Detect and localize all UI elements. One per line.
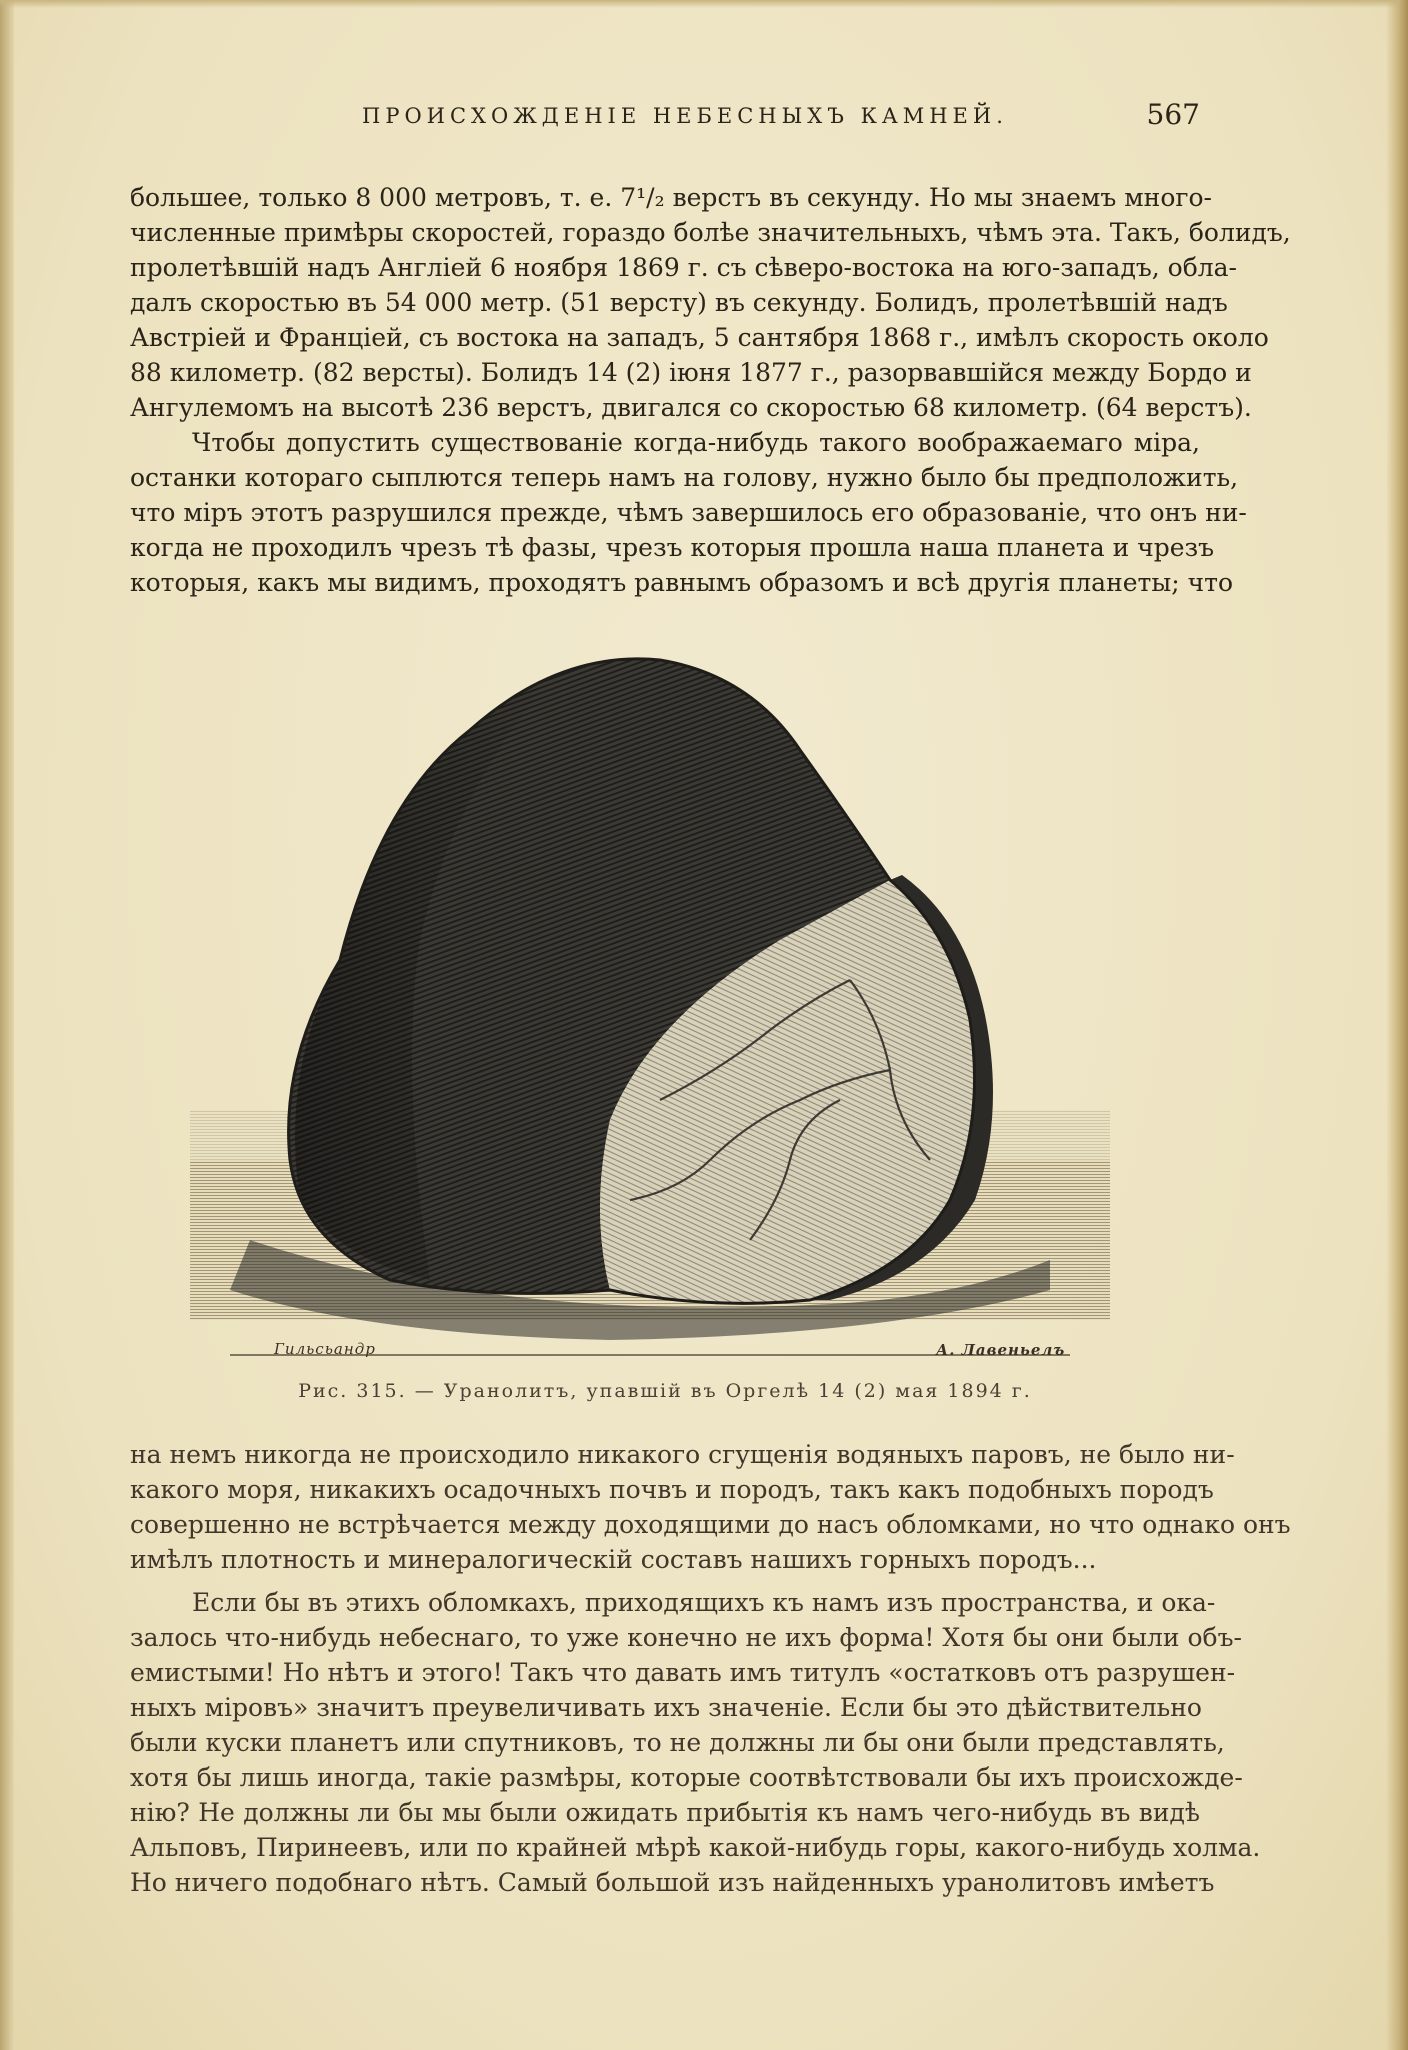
running-header	[130, 98, 1200, 138]
engraver-signature-left: Гильсьандр	[274, 1340, 376, 1358]
text-line: что міръ этотъ разрушился прежде, чѣмъ завершилось его образованіе, что онъ ни-	[130, 498, 1247, 527]
text-line: Но ничего подобнаго нѣтъ. Самый большой изъ найденныхъ уранолитовъ имѣетъ	[130, 1868, 1215, 1897]
text-line: Альповъ, Пиринеевъ, или по крайней мѣрѣ какой-нибудь горы, какого-нибудь холма.	[130, 1833, 1261, 1862]
page-spine-shadow	[0, 0, 14, 2050]
text-line: ныхъ міровъ» значитъ преувеличивать ихъ значеніе. Если бы это дѣйствительно	[130, 1693, 1202, 1722]
text-line: Чтобы допустить существованіе когда-нибудь такого воображаемаго міра,	[192, 428, 1200, 457]
text-line: пролетѣвшій надъ Англіей 6 ноября 1869 г. съ сѣверо-востока на юго-западъ, обла-	[130, 253, 1237, 282]
lower-text-block	[130, 1437, 1291, 1900]
page-right-edge	[1386, 0, 1408, 2050]
text-line: нію? Не должны ли бы мы были ожидать прибытія къ намъ чего-нибудь въ видѣ	[130, 1798, 1200, 1827]
text-line: на немъ никогда не происходило никакого сгущенія водяныхъ паровъ, не было ни-	[130, 1440, 1235, 1469]
text-line: были куски планетъ или спутниковъ, то не должны ли бы они были представлять,	[130, 1728, 1225, 1757]
text-line: когда не проходилъ чрезъ тѣ фазы, чрезъ которыя прошла наша планета и чрезъ	[130, 533, 1215, 562]
page-top-edge	[0, 0, 1408, 8]
text-line: останки котораго сыплются теперь намъ на голову, нужно было бы предположить,	[130, 463, 1239, 492]
text-line: какого моря, никакихъ осадочныхъ почвъ и породъ, такъ какъ подобныхъ породъ	[130, 1475, 1214, 1504]
text-line: Ангулемомъ на высотѣ 236 верстъ, двигался со скоростью 68 километр. (64 верстъ).	[130, 393, 1252, 422]
text-line: Если бы въ этихъ обломкахъ, приходящихъ къ намъ изъ пространства, и ока-	[192, 1588, 1216, 1617]
text-line: хотя бы лишь иногда, такіе размѣры, которые соотвѣтствовали бы ихъ происхожде-	[130, 1763, 1243, 1792]
page-number: 567	[1146, 98, 1200, 131]
text-line: большее, только 8 000 метровъ, т. е. 7¹/₂ верстъ въ секунду. Но мы знаемъ много-	[130, 183, 1212, 212]
running-title: ПРОИСХОЖДЕНІЕ НЕБЕСНЫХЪ КАМНЕЙ.	[362, 104, 1008, 128]
meteorite-engraving	[190, 600, 1110, 1365]
meteorite-illustration	[190, 600, 1110, 1365]
figure-caption: Рис. 315. — Уранолитъ, упавшій въ Оргелѣ 14 (2) мая 1894 г.	[298, 1380, 1032, 1402]
text-line: далъ скоростью въ 54 000 метр. (51 версту) въ секунду. Болидъ, пролетѣвшій надъ	[130, 288, 1228, 317]
text-line: Австріей и Франціей, съ востока на западъ, 5 сантября 1868 г., имѣлъ скорость около	[130, 323, 1269, 352]
text-line: 88 километр. (82 версты). Болидъ 14 (2) іюня 1877 г., разорвавшійся между Бордо и	[130, 358, 1252, 387]
text-line: залось что-нибудь небеснаго, то уже конечно не ихъ форма! Хотя бы они были объ-	[130, 1623, 1242, 1652]
text-line: численные примѣры скоростей, гораздо болѣе значительныхъ, чѣмъ эта. Такъ, болидъ,	[130, 218, 1291, 247]
text-line: совершенно не встрѣчается между доходящими до насъ обломками, но что однако онъ	[130, 1510, 1291, 1539]
engraver-signature-right: А. Лавеньелъ	[936, 1341, 1066, 1359]
text-line: емистыми! Но нѣтъ и этого! Такъ что давать имъ титулъ «остатковъ отъ разрушен-	[130, 1658, 1236, 1687]
text-line: которыя, какъ мы видимъ, проходятъ равнымъ образомъ и всѣ другія планеты; что	[130, 568, 1234, 597]
upper-text-block	[130, 180, 1291, 600]
text-line: имѣлъ плотность и минералогическій составъ нашихъ горныхъ породъ...	[130, 1545, 1097, 1574]
